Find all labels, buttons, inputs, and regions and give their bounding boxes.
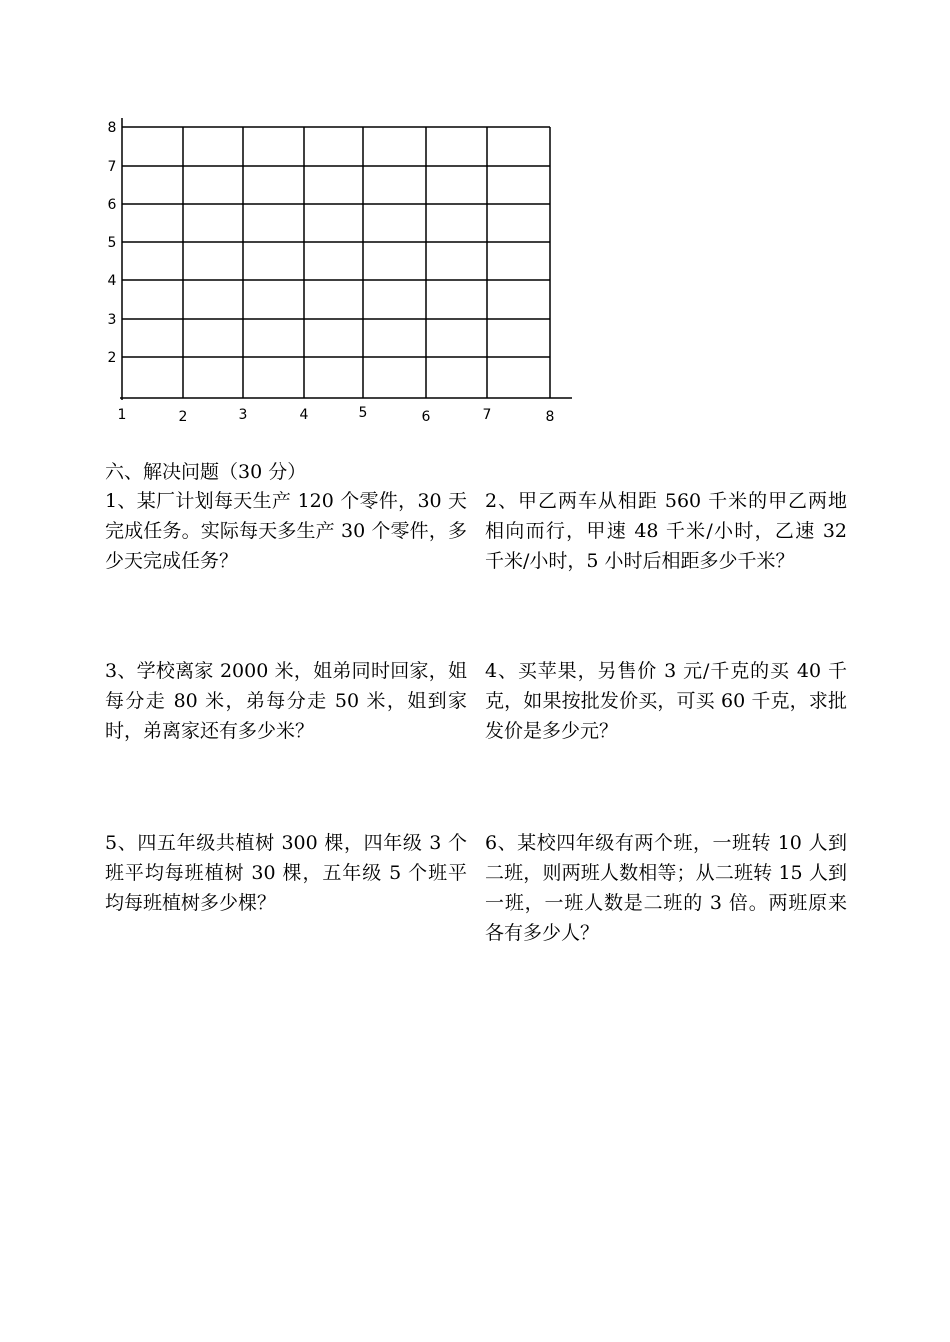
y-tick-label: 5 [107,235,117,251]
y-tick-label: 7 [107,159,117,175]
x-tick-label: 4 [299,407,309,423]
problem-5: 5、四五年级共植树 300 棵，四年级 3 个班平均每班植树 30 棵，五年级 5 个班平均每班植树多少棵？ [105,832,467,914]
y-tick-label: 8 [107,120,117,136]
problem-4: 4、买苹果，另售价 3 元/千克的买 40 千克，如果按批发价买，可买 60 千克，求批发价是多少元？ [485,660,847,742]
y-tick-label: 2 [107,350,117,366]
problem-1: 1、某厂计划每天生产 120 个零件，30 天完成任务。实际每天多生产 30 个零件，多少天完成任务？ [105,490,467,572]
problem-2: 2、甲乙两车从相距 560 千米的甲乙两地相向而行，甲速 48 千米/小时，乙速 32 千米/小时，5 小时后相距多少千米？ [485,490,847,572]
x-tick-label: 6 [421,409,431,425]
y-tick-label: 3 [107,312,117,328]
x-tick-label: 3 [238,407,248,423]
problem-3: 3、学校离家 2000 米，姐弟同时回家，姐每分走 80 米，弟每分走 50 米，姐到家时，弟离家还有多少米？ [105,660,467,742]
x-tick-label: 2 [178,409,188,425]
section-title: 六、解决问题（30 分） [105,461,307,483]
coordinate-grid [100,110,580,430]
x-tick-label: 5 [358,405,368,421]
problem-6: 6、某校四年级有两个班，一班转 10 人到二班，则两班人数相等；从二班转 15 人到一班，一班人数是二班的 3 倍。两班原来各有多少人？ [485,832,847,944]
x-tick-label: 1 [117,407,127,423]
y-tick-label: 6 [107,197,117,213]
x-tick-label: 7 [482,407,492,423]
y-tick-label: 4 [107,273,117,289]
x-tick-label: 8 [545,409,555,425]
